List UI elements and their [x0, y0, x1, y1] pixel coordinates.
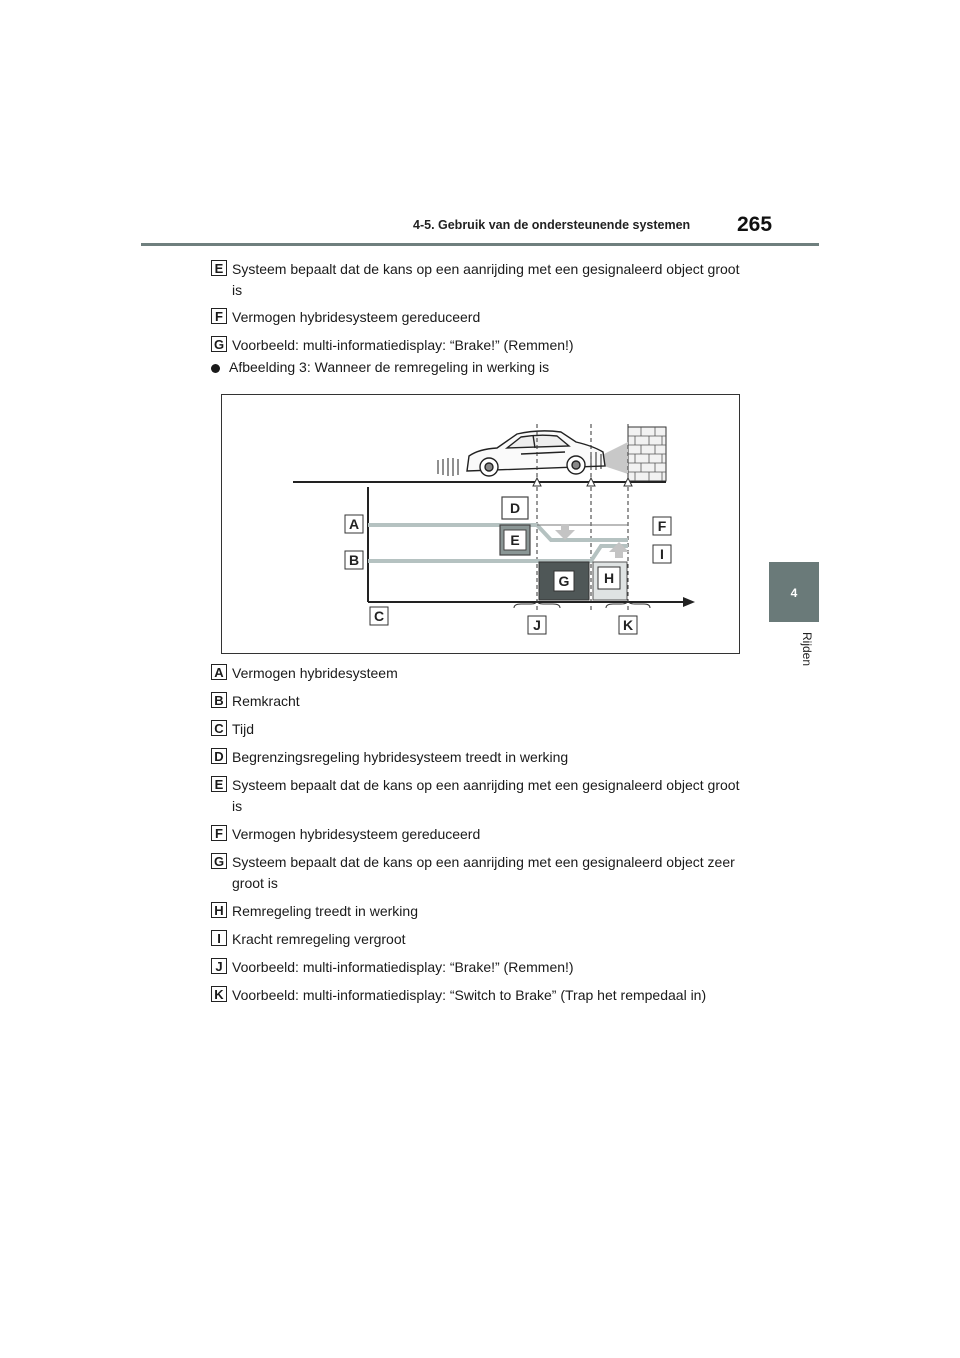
item-text: Voorbeeld: multi-informatiedisplay: “Brake!” (Remmen!) [232, 337, 574, 353]
section-title: 4-5. Gebruik van de ondersteunende systemen [413, 218, 691, 232]
item-text: Systeem bepaalt dat de kans op een aanrijding met een gesignaleerd object groot is [232, 261, 740, 298]
item-letter-badge: E [211, 260, 227, 276]
item-text: Vermogen hybridesysteem [232, 665, 398, 681]
item-letter-badge: H [211, 902, 227, 918]
item-letter-badge: A [211, 664, 227, 680]
item-text: Vermogen hybridesysteem gereduceerd [232, 309, 481, 325]
label-j: J [533, 617, 541, 633]
item-text: Vermogen hybridesysteem gereduceerd [232, 826, 481, 842]
item-letter-badge: J [211, 958, 227, 974]
label-i: I [660, 546, 664, 562]
page-number: 265 [737, 213, 773, 236]
label-b: B [348, 552, 360, 568]
label-k: K [622, 617, 634, 633]
brake-control-figure [221, 394, 740, 654]
chapter-name: Rijden [800, 632, 814, 667]
header-divider [141, 243, 819, 246]
label-e: E [510, 532, 520, 548]
item-letter-badge: F [211, 308, 227, 324]
item-letter-badge: I [211, 930, 227, 946]
item-letter-badge: E [211, 776, 227, 792]
label-g: G [558, 573, 570, 589]
item-letter-badge: B [211, 692, 227, 708]
item-text: Remregeling treedt in werking [232, 903, 418, 919]
chapter-number: 4 [790, 586, 798, 600]
label-h: H [603, 570, 615, 586]
chapter-tab [769, 562, 819, 622]
item-letter-badge: G [211, 336, 227, 352]
label-a: A [348, 516, 360, 532]
item-text: Begrenzingsregeling hybridesysteem treedt in werking [232, 749, 569, 765]
label-f: F [657, 518, 667, 534]
item-text: Systeem bepaalt dat de kans op een aanrijding met een gesignaleerd object zeer groot is [232, 854, 735, 891]
item-letter-badge: D [211, 748, 227, 764]
item-text: Systeem bepaalt dat de kans op een aanrijding met een gesignaleerd object groot is [232, 777, 740, 814]
label-c: C [373, 608, 385, 624]
item-letter-badge: G [211, 853, 227, 869]
brake-control-diagram [221, 394, 740, 654]
item-letter-badge: K [211, 986, 227, 1002]
label-d: D [509, 500, 521, 516]
item-letter-badge: F [211, 825, 227, 841]
item-text: Remkracht [232, 693, 300, 709]
item-text: Kracht remregeling vergroot [232, 931, 406, 947]
item-text: Voorbeeld: multi-informatiedisplay: “Brake!” (Remmen!) [232, 959, 574, 975]
item-text: Voorbeeld: multi-informatiedisplay: “Switch to Brake” (Trap het rempedaal in) [232, 987, 707, 1003]
bullet-icon [211, 364, 220, 373]
figure-heading-text: Afbeelding 3: Wanneer de remregeling in werking is [229, 359, 550, 375]
item-letter-badge: C [211, 720, 227, 736]
item-text: Tijd [232, 721, 255, 737]
brick-wall-icon [628, 427, 666, 481]
